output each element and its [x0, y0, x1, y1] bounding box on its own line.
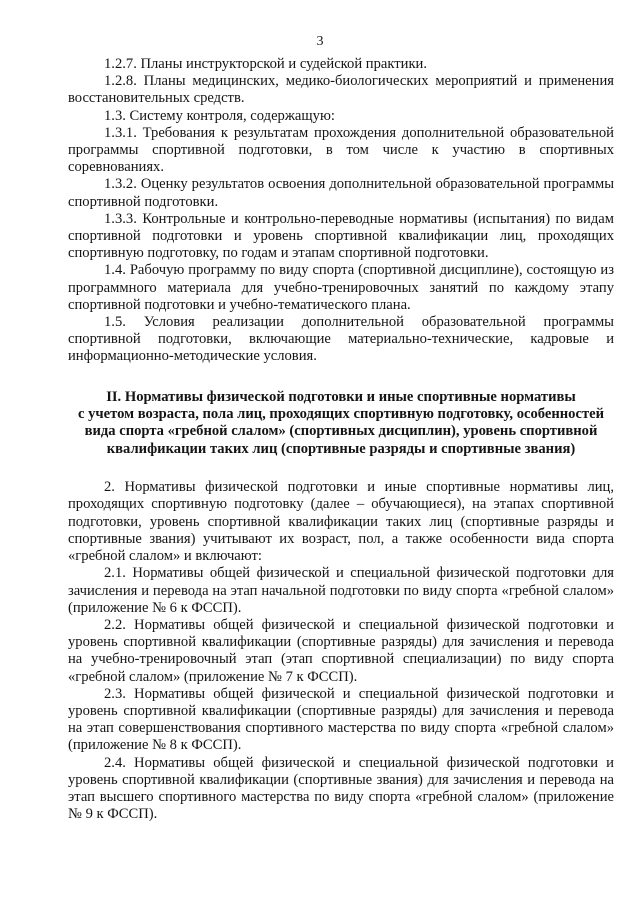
page-number: 3 [316, 34, 324, 49]
paragraph-2: 2. Нормативы физической подготовки и иные спортивные нормативы лиц, проходящих спортивную подготовку (далее – обучающиеся), на этапах спортивной подготовки, уровень спортивной квалификации таких лиц (спортивные разряды и спортивные звания) учитывают их возраст, пол, а также особенности вида спорта «гребной слалом» и включают: [68, 479, 614, 565]
section-heading-line: вида спорта «гребной слалом» (спортивных дисциплин), уровень спортивной [84, 423, 598, 440]
paragraph-1-2-8: 1.2.8. Планы медицинских, медико-биологических мероприятий и применения восстановительных средств. [68, 73, 614, 107]
paragraph-1-5: 1.5. Условия реализации дополнительной образовательной программы спортивной подготовки, включающие материально-технические, кадровые и информационно-методические условия. [68, 314, 614, 365]
section-heading-line: с учетом возраста, пола лиц, проходящих спортивную подготовку, особенностей [78, 406, 604, 423]
section-heading [68, 389, 614, 459]
paragraph-2-1: 2.1. Нормативы общей физической и специальной физической подготовки для зачисления и перевода на этап начальной подготовки по виду спорта «гребной слалом» (приложение № 6 к ФССП). [68, 565, 614, 616]
paragraph-2-2: 2.2. Нормативы общей физической и специальной физической подготовки и уровень спортивной квалификации (спортивные разряды) для зачисления и перевода на учебно-тренировочный этап (этап спортивной специализации) по виду спорта «гребной слалом» (приложение № 7 к ФССП). [68, 616, 614, 685]
paragraph-1-3-2: 1.3.2. Оценку результатов освоения дополнительной образовательной программы спортивной подготовки. [68, 176, 614, 210]
paragraph-1-3-1: 1.3.1. Требования к результатам прохождения дополнительной образовательной программы спортивной подготовки, в том числе к участию в спортивных соревнованиях. [68, 124, 614, 176]
paragraph-1-3-3: 1.3.3. Контрольные и контрольно-переводные нормативы (испытания) по видам спортивной подготовки и уровень спортивной квалификации лиц, проходящих спортивную подготовку, по годам и этапам спортивной подготовки. [68, 210, 614, 262]
section-heading-line: квалификации таких лиц (спортивные разряды и спортивные звания) [106, 440, 576, 457]
paragraph-1-4: 1.4. Рабочую программу по виду спорта (спортивной дисциплине), состоящую из программного материала для учебно-тренировочных занятий по каждому этапу спортивной подготовки и учебно-тематического плана. [68, 262, 614, 313]
document-body [68, 56, 614, 823]
paragraph-1-2-7: 1.2.7. Планы инструкторской и судейской практики. [104, 56, 427, 72]
paragraph-1-3: 1.3. Систему контроля, содержащую: [104, 107, 335, 124]
paragraph-2-4: 2.4. Нормативы общей физической и специальной физической подготовки и уровень спортивной квалификации (спортивные звания) для зачисления и перевода на этап высшего спортивного мастерства по виду спорта «гребной слалом» (приложение № 9 к ФССП). [68, 754, 614, 823]
paragraph-2-3: 2.3. Нормативы общей физической и специальной физической подготовки и уровень спортивной квалификации (спортивные разряды) для зачисления и перевода на этап совершенствования спортивного мастерства по виду спорта «гребной слалом» (приложение № 8 к ФССП). [68, 685, 614, 754]
section-heading-line: II. Нормативы физической подготовки и иные спортивные нормативы [106, 388, 576, 405]
